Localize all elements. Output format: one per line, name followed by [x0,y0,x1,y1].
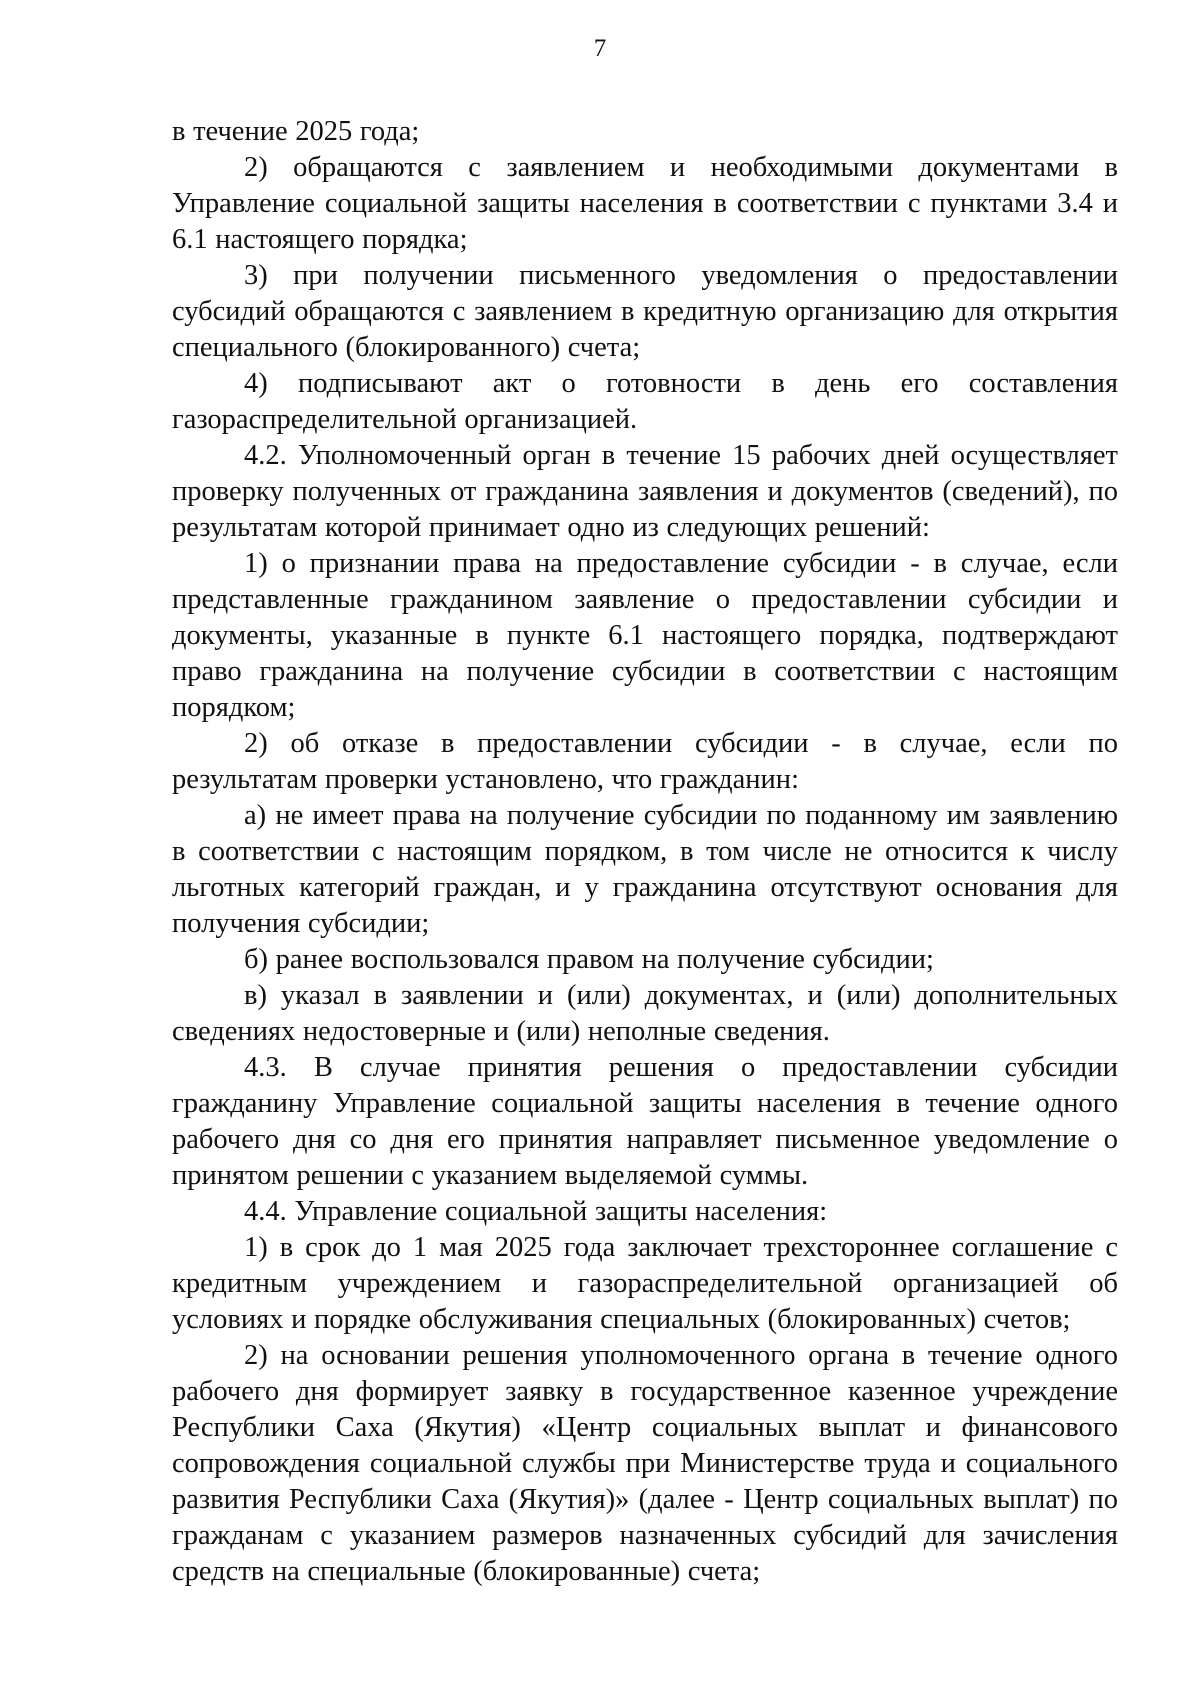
paragraph-clause-4-4-item-2: 2) на основании решения уполномоченного органа в течение одного рабочего дня формирует заявку в государственное казенное учреждение Республики Саха (Якутия) «Центр социальных выплат и финансового сопровождения социальной службы при Министерстве труда и социального развития Республики Саха (Якутия)» (далее - Центр социальных выплат) по гражданам с указанием размеров назначенных субсидий для зачисления средств на специальные (блокированные) счета; [172,1340,1118,1587]
paragraph-item-3-open-account: 3) при получении письменного уведомления о предоставлении субсидий обращаются с заявлением в кредитную организацию для открытия специального (блокированного) счета; [172,260,1118,363]
paragraph-clause-4-4: 4.4. Управление социальной защиты населения: [244,1196,828,1227]
paragraph-clause-4-2: 4.2. Уполномоченный орган в течение 15 рабочих дней осуществляет проверку полученных от гражданина заявления и документов (сведений), по результатам которой принимает одно из следующих решений: [172,440,1118,543]
paragraph-subitem-a: а) не имеет права на получение субсидии по поданному им заявлению в соответствии с настоящим порядком, в том числе не относится к числу льготных категорий граждан, и у гражданина отсутствуют основания для получения субсидии; [172,800,1118,939]
paragraph-clause-4-3: 4.3. В случае принятия решения о предоставлении субсидии гражданину Управление социальной защиты населения в течение одного рабочего дня со дня его принятия направляет письменное уведомление о принятом решении с указанием выделяемой суммы. [172,1052,1118,1191]
page-number: 7 [593,35,607,62]
paragraph-item-2-apply-documents: 2) обращаются с заявлением и необходимыми документами в Управление социальной защиты населения в соответствии с пунктами 3.4 и 6.1 настоящего порядка; [172,152,1118,255]
paragraph-clause-4-2-item-1: 1) о признании права на предоставление субсидии - в случае, если представленные гражданином заявление о предоставлении субсидии и документы, указанные в пункте 6.1 настоящего порядка, подтверждают право гражданина на получение субсидии в соответствии с настоящим порядком; [172,548,1118,723]
document-body [172,114,1118,1590]
paragraph-item-4-sign-act: 4) подписывают акт о готовности в день его составления газораспределительной организацией. [172,368,1118,435]
paragraph-subitem-v: в) указал в заявлении и (или) документах, и (или) дополнительных сведениях недостоверные и (или) неполные сведения. [172,980,1118,1047]
paragraph-subitem-b: б) ранее воспользовался правом на получение субсидии; [244,944,934,975]
paragraph-clause-4-2-item-2: 2) об отказе в предоставлении субсидии - в случае, если по результатам проверки установлено, что гражданин: [172,728,1118,795]
paragraph-continuation: в течение 2025 года; [172,116,420,147]
paragraph-clause-4-4-item-1: 1) в срок до 1 мая 2025 года заключает трехстороннее соглашение с кредитным учреждением и газораспределительной организацией об условиях и порядке обслуживания специальных (блокированных) счетов; [172,1232,1118,1335]
